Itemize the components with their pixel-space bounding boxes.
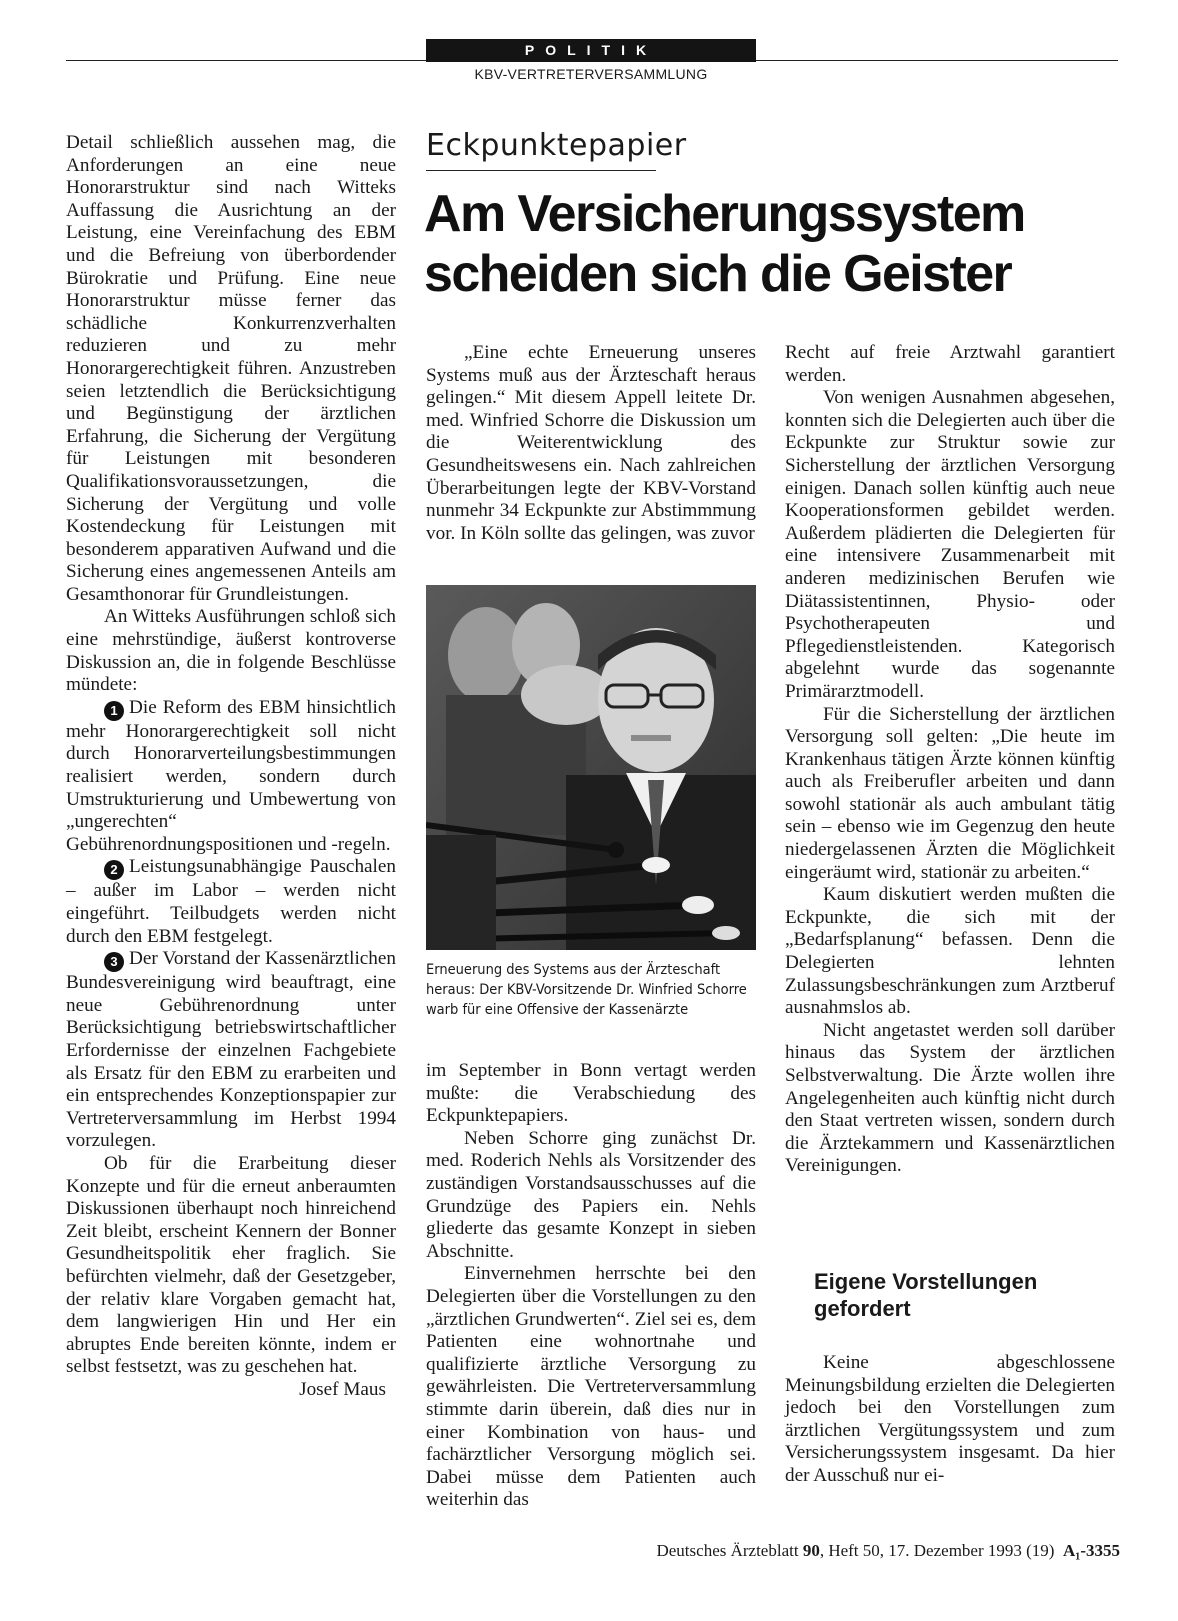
headline-line-1: Am Versicherungssystem [424,185,1025,243]
paragraph-text: Ob für die Erarbeitung dieser Konzepte und für die erneut anberaumten Diskussionen überhaupt noch hinreichend Zeit bleibt, erscheint Kennern der Bonner Gesundheitspolitik eher fraglich. Sie befürchten vielmehr, daß der Gesetzgeber, der relativ klare Vorgaben gemacht hat, dem langwierigen Hin und Her ein abruptes Ende bereiten könnte, indem er selbst festsetzt, was zu geschehen hat. [66,1152,396,1378]
paragraph: Detail schließlich aussehen mag, die Anforderungen an eine neue Honorarstruktur sind nach Witteks Auffassung die Ausrichtung an der Leistung, eine Vereinfachung des EBM und die Befreiung von überbordender Bürokratie und Prüfung. Eine neue Honorarstruktur müsse ferner das schädliche Konkurrenzverhalten reduzieren und zu mehr Honorargerechtigkeit führen. Anzustreben seien letztendlich die Berücksichtigung und Begünstigung der ärztlichen Erfahrung, die Sicherung der Vergütung für Leistungen mit besonderen Qualifikationsvoraussetzungen, die Sicherung der Vergütung und volle Kostendeckung für Leistungen mit besonderem apparativen Aufwand und die Sicherung eines angemessenen Anteils am Gesamthonorar für Grundleistungen. [66,132,396,605]
item-text: Die Reform des EBM hinsichtlich mehr Honorargerechtigkeit soll nicht durch Honorarverteilungsbestimmungen realisiert werden, sondern durch Umstrukturierung und Umbewertung von „ungerechten“ Gebührenordnungspositionen und -regeln. [66,696,396,855]
issue-info: , Heft 50, 17. Dezember 1993 (19) [819,1541,1055,1560]
paragraph: „Eine echte Erneuerung unseres Systems muß aus der Ärzteschaft heraus gelingen.“ Mit diesem Appell leitete Dr. med. Winfried Schorre die Diskussion um die Weiterentwicklung des Gesundheitswesens ein. Nach zahlreichen Überarbeitungen legte der KBV-Vorstand nunmehr 34 Eckpunkte zur Abstimmmung vor. In Köln sollte das gelingen, was zuvor [426,342,756,544]
headline-line-2: scheiden sich die Geister [424,245,1012,303]
paragraph: Nicht angetastet werden soll darüber hinaus das System der ärztlichen Selbstverwaltung. Die Ärzte wollen ihre Angelegenheiten auch künftig nicht durch den Staat vertreten wissen, sondern durch die Ärztekammern und Kassenärztlichen Vereinigungen. [785,1019,1115,1177]
section-subhead: Eigene Vorstellungen gefordert [814,1269,1038,1321]
paragraph: Recht auf freie Arztwahl garantiert werden. [785,342,1115,386]
kicker-rule [426,170,656,171]
number-badge-icon: 1 [104,701,124,721]
photo-caption: Erneuerung des Systems aus der Ärzteschaft heraus: Der KBV-Vorsitzende Dr. Winfried Schorre warb für eine Offensive der Kassenärzte [426,962,747,1018]
item-text: Der Vorstand der Kassenärztlichen Bundesvereinigung wird beauftragt, eine neue Gebührenordnung unter Berücksichtigung betriebswirtschaftlicher Erfordernisse der einzelnen Fachgebiete als Ersatz für den EBM zu erarbeiten und ein entsprechendes Konzeptionspapier zur Vertreterversammlung im Herbst 1994 vorzulegen. [66,948,396,1152]
article-kicker: Eckpunktepapier [426,128,687,163]
paragraph [66,1152,396,1400]
article-photo [426,585,756,950]
article-headline [424,184,1124,304]
column-1 [66,132,396,1401]
journal-name: Deutsches Ärzteblatt [656,1541,799,1560]
number-badge-icon: 3 [104,952,124,972]
paragraph: Keine abgeschlossene Meinungsbildung erzielten die Delegierten jedoch bei den Vorstellungen zum ärztlichen Vergütungssystem und zum Versicherungssystem insgesamt. Da hier der Ausschuß nur ei- [785,1352,1115,1486]
page-footer [540,1541,1120,1561]
paragraph: Neben Schorre ging zunächst Dr. med. Roderich Nehls als Vorsitzender des zuständigen Vorstandsausschusses auf die Grundzüge des Papiers ein. Nehls gliederte das gesamte Konzept in sieben Abschnitte. [426,1127,756,1262]
numbered-item-2 [66,856,396,948]
column-2-top [426,342,756,545]
paragraph: Für die Sicherstellung der ärztlichen Versorgung soll gelten: „Die heute im Krankenhaus tätigen Ärzte können künftig auch als Freiberufler arbeiten und dann sowohl stationär als auch ambulant tätig sein – ebenso wie im Gegenzug den heute niedergelassenen Ärzten die Möglichkeit eingeräumt wird, stationär zu arbeiten.“ [785,703,1115,883]
subsection-label: KBV-VERTRETERVERSAMMLUNG [474,66,708,82]
page-number: A₁-3355 [1062,1541,1120,1560]
paragraph: An Witteks Ausführungen schloß sich eine mehrstündige, äußerst kontroverse Diskussion an, die in folgende Beschlüsse mündete: [66,606,396,696]
number-badge-icon: 2 [104,860,124,880]
paragraph: Von wenigen Ausnahmen abgesehen, konnten sich die Delegierten auch über die Eckpunkte zur Struktur sowie zur Sicherstellung der ärztlichen Versorgung einigen. Danach sollen künftig auch neue Kooperationsformen gebildet werden. Außerdem plädierten die Delegierten für eine intensivere Zusammenarbeit mit anderen medizinischen Berufen wie Diätassistentinnen, Physio- oder Psychotherapeuten und Pflegedienstleistenden. Kategorisch abgelehnt wurde das sogenannte Primärarztmodell. [785,387,1115,702]
item-text: Leistungsunabhängige Pauschalen – außer im Labor – werden nicht eingeführt. Teilbudgets werden nicht durch den EBM festgelegt. [66,856,396,947]
column-3 [785,342,1115,1178]
paragraph: im September in Bonn vertagt werden mußte: die Verabschiedung des Eckpunktepapiers. [426,1060,756,1127]
paragraph: Einvernehmen herrschte bei den Delegierten über die Vorstellungen zu den „ärztlichen Grundwerten“. Ziel sei es, dem Patienten eine wohnortnahe und qualifizierte ärztliche Versorgung zu gewährleisten. Die Vertreterversammlung stimmte darin überein, daß dies nur in einer Kombination von haus- und fachärztlicher Versorgung möglich sei. Dabei müsse dem Patienten auch weiterhin das [426,1263,756,1511]
author-signature: Josef Maus [299,1378,386,1400]
column-3-bottom [785,1352,1115,1488]
photo-illustration [426,585,756,950]
numbered-item-3 [66,948,396,1153]
numbered-item-1 [66,697,396,857]
section-tag: POLITIK [426,39,756,62]
column-2-bottom [426,1060,756,1512]
paragraph: Kaum diskutiert werden mußten die Eckpunkte, die sich mit der „Bedarfsplanung“ befassen. Denn die Delegierten lehnten Zulassungsbeschränkungen zum Arztberuf ausnahmslos ab. [785,884,1115,1019]
volume-number: 90 [802,1541,820,1560]
